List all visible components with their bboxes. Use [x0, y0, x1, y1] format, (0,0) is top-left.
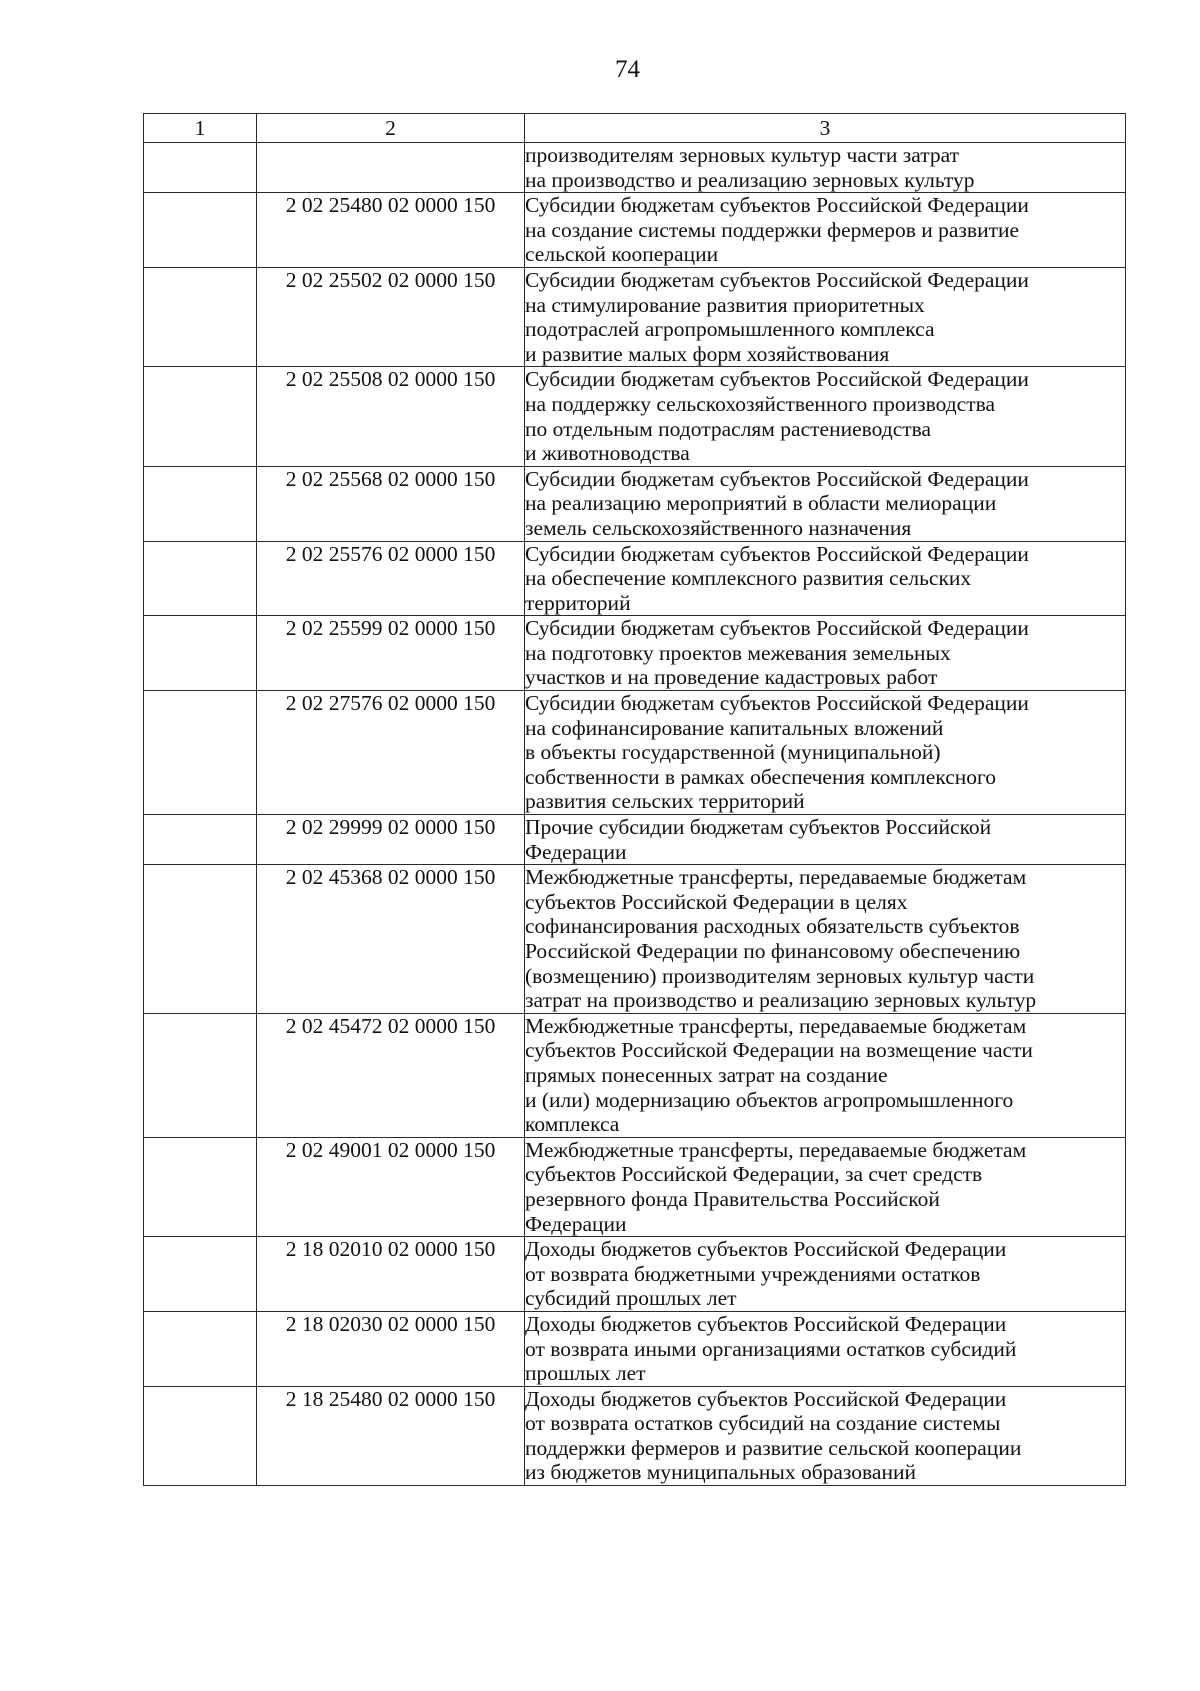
table-row [144, 691, 1126, 815]
row-number-cell [144, 1137, 257, 1236]
description-cell [525, 143, 1126, 193]
description-line: софинансирования расходных обязательств субъектов [525, 914, 1020, 939]
description-line: Межбюджетные трансферты, передаваемые бюджетам [525, 865, 1027, 890]
description-line: Субсидии бюджетам субъектов Российской Федерации [525, 267, 1029, 292]
table-row [144, 466, 1126, 541]
budget-code-cell: 2 02 49001 02 0000 150 [257, 1137, 525, 1236]
budget-code-cell: 2 18 02010 02 0000 150 [257, 1237, 525, 1312]
row-number-cell [144, 1311, 257, 1386]
budget-code-cell: 2 02 27576 02 0000 150 [257, 691, 525, 815]
description-line: развития сельских территорий [525, 789, 805, 814]
table-row [144, 541, 1126, 616]
row-number-cell [144, 1386, 257, 1485]
description-line: и (или) модернизацию объектов агропромышленного [525, 1087, 1014, 1112]
budget-code-cell: 2 02 25576 02 0000 150 [257, 541, 525, 616]
description-line: от возврата бюджетными учреждениями остатков [525, 1261, 981, 1286]
budget-classification-table [143, 113, 1126, 1486]
table-row [144, 616, 1126, 691]
description-line: на создание системы поддержки фермеров и развитие [525, 217, 1020, 242]
row-number-cell [144, 367, 257, 466]
description-line: (возмещению) производителям зерновых культур части [525, 963, 1035, 988]
table-row [144, 1013, 1126, 1137]
description-line: прямых понесенных затрат на создание [525, 1062, 888, 1087]
description-line: из бюджетов муниципальных образований [525, 1460, 916, 1485]
description-line: в объекты государственной (муниципальной) [525, 740, 941, 765]
row-number-cell [144, 267, 257, 366]
description-line: Субсидии бюджетам субъектов Российской Федерации [525, 616, 1029, 641]
description-line: Российской Федерации по финансовому обеспечению [525, 939, 1021, 963]
table-row [144, 865, 1126, 1014]
description-line: от возврата остатков субсидий на создание системы [525, 1411, 1001, 1436]
row-number-cell [144, 616, 257, 691]
table-row [144, 1237, 1126, 1312]
description-line: на производство и реализацию зерновых культур [525, 167, 975, 192]
row-number-cell [144, 466, 257, 541]
description-cell [525, 691, 1126, 815]
table-row [144, 143, 1126, 193]
description-line: от возврата иными организациями остатков субсидий [525, 1336, 1017, 1361]
description-cell [525, 616, 1126, 691]
description-cell [525, 1013, 1126, 1137]
description-line: сельской кооперации [525, 242, 719, 267]
description-line: на реализацию мероприятий в области мелиорации [525, 491, 997, 516]
description-cell [525, 865, 1126, 1014]
description-line: субсидий прошлых лет [525, 1286, 737, 1311]
budget-code-cell: 2 02 25480 02 0000 150 [257, 193, 525, 268]
table-row [144, 1311, 1126, 1386]
description-line: Субсидии бюджетам субъектов Российской Федерации [525, 466, 1029, 491]
table-body [144, 143, 1126, 1486]
budget-code-cell: 2 02 29999 02 0000 150 [257, 815, 525, 865]
description-line: субъектов Российской Федерации на возмещение части [525, 1038, 1033, 1063]
description-line: Доходы бюджетов субъектов Российской Федерации [525, 1386, 1007, 1411]
description-line: Доходы бюджетов субъектов Российской Федерации [525, 1311, 1007, 1336]
budget-code-cell: 2 02 25599 02 0000 150 [257, 616, 525, 691]
description-line: на подготовку проектов межевания земельных [525, 640, 951, 665]
description-line: Федерации [525, 839, 627, 864]
description-line: производителям зерновых культур части затрат [525, 143, 959, 167]
description-line: субъектов Российской Федерации, за счет средств [525, 1162, 983, 1187]
budget-code-cell: 2 18 02030 02 0000 150 [257, 1311, 525, 1386]
description-line: Межбюджетные трансферты, передаваемые бюджетам [525, 1137, 1027, 1162]
column-header-2: 2 [257, 114, 525, 143]
row-number-cell [144, 1237, 257, 1312]
table-row [144, 267, 1126, 366]
description-line: на стимулирование развития приоритетных [525, 292, 925, 317]
column-header-1: 1 [144, 114, 257, 143]
table-header-row [144, 114, 1126, 143]
description-cell [525, 815, 1126, 865]
description-line: комплекса [525, 1112, 620, 1137]
description-line: по отдельным подотраслям растениеводства [525, 416, 932, 441]
table-row [144, 1137, 1126, 1236]
row-number-cell [144, 541, 257, 616]
description-line: на поддержку сельскохозяйственного производства [525, 391, 996, 416]
description-line: земель сельскохозяйственного назначения [525, 515, 912, 540]
row-number-cell [144, 143, 257, 193]
description-line: и развитие малых форм хозяйствования [525, 341, 890, 366]
row-number-cell [144, 691, 257, 815]
description-line: Субсидии бюджетам субъектов Российской Федерации [525, 541, 1029, 566]
row-number-cell [144, 193, 257, 268]
description-line: субъектов Российской Федерации в целях [525, 889, 908, 914]
description-cell [525, 1386, 1126, 1485]
description-cell [525, 1311, 1126, 1386]
description-cell [525, 541, 1126, 616]
description-line: территорий [525, 590, 631, 615]
description-cell [525, 367, 1126, 466]
description-line: затрат на производство и реализацию зерновых культур [525, 988, 1037, 1013]
description-cell [525, 193, 1126, 268]
budget-code-cell: 2 02 25508 02 0000 150 [257, 367, 525, 466]
description-line: Субсидии бюджетам субъектов Российской Федерации [525, 193, 1029, 218]
description-line: Доходы бюджетов субъектов Российской Федерации [525, 1237, 1007, 1262]
description-line: поддержки фермеров и развитие сельской кооперации [525, 1435, 1022, 1460]
description-line: Межбюджетные трансферты, передаваемые бюджетам [525, 1013, 1027, 1038]
description-line: на софинансирование капитальных вложений [525, 715, 944, 740]
description-cell [525, 1137, 1126, 1236]
budget-code-cell: 2 18 25480 02 0000 150 [257, 1386, 525, 1485]
description-line: на обеспечение комплексного развития сельских [525, 566, 972, 591]
row-number-cell [144, 1013, 257, 1137]
description-line: резервного фонда Правительства Российской [525, 1186, 940, 1211]
budget-code-cell: 2 02 45472 02 0000 150 [257, 1013, 525, 1137]
row-number-cell [144, 865, 257, 1014]
description-cell [525, 267, 1126, 366]
description-line: собственности в рамках обеспечения комплексного [525, 764, 997, 789]
description-line: участков и на проведение кадастровых работ [525, 665, 938, 690]
budget-code-cell: 2 02 45368 02 0000 150 [257, 865, 525, 1014]
description-cell [525, 1237, 1126, 1312]
description-line: Прочие субсидии бюджетам субъектов Российской [525, 815, 992, 840]
table-row [144, 1386, 1126, 1485]
description-line: и животноводства [525, 441, 690, 466]
description-line: подотраслей агропромышленного комплекса [525, 317, 935, 342]
description-line: прошлых лет [525, 1361, 646, 1386]
description-cell [525, 466, 1126, 541]
table-row [144, 193, 1126, 268]
budget-code-cell: 2 02 25568 02 0000 150 [257, 466, 525, 541]
page-number: 74 [615, 56, 640, 83]
description-line: Субсидии бюджетам субъектов Российской Федерации [525, 367, 1029, 392]
budget-code-cell [257, 143, 525, 193]
description-line: Субсидии бюджетам субъектов Российской Федерации [525, 691, 1029, 716]
row-number-cell [144, 815, 257, 865]
table-row [144, 367, 1126, 466]
description-line: Федерации [525, 1211, 627, 1236]
table-row [144, 815, 1126, 865]
column-header-3: 3 [525, 114, 1126, 143]
budget-code-cell: 2 02 25502 02 0000 150 [257, 267, 525, 366]
